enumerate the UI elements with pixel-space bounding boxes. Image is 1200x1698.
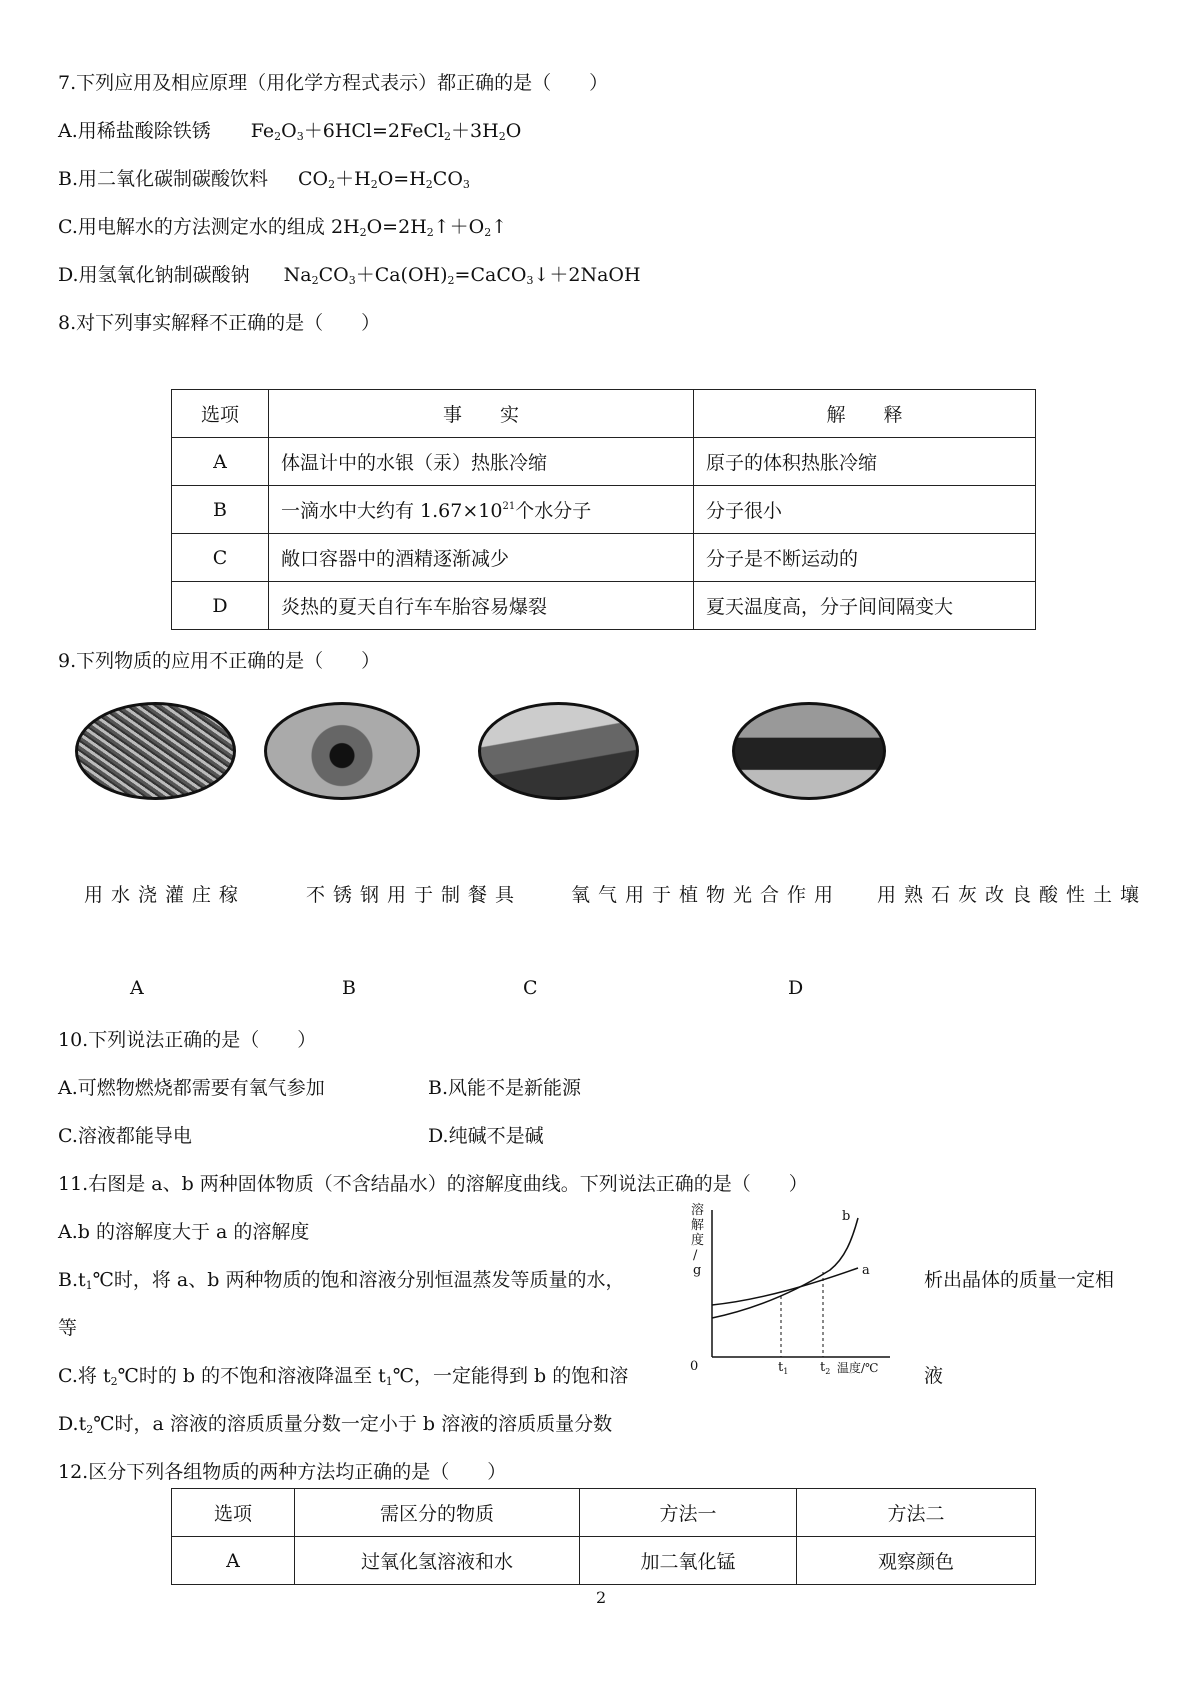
caption-b: 不锈钢用于制餐具 bbox=[306, 884, 523, 906]
q11-option-c: C.将 $t_2℃$时的 b 的不饱和溶液降温至 $t_1℃$，一定能得到 b 的饱和溶 bbox=[58, 1365, 629, 1388]
caption-a: 用水浇灌庄稼 bbox=[84, 884, 247, 906]
q11-option-b: $B.t_1℃$时，将 a、b 两种物质的饱和溶液分别恒温蒸发等质量的水， bbox=[58, 1269, 625, 1292]
curve-a bbox=[712, 1268, 858, 1305]
q10-option-c: C.溶液都能导电 bbox=[58, 1125, 192, 1147]
header-option: 选项 bbox=[172, 1489, 295, 1537]
row-option: A bbox=[172, 438, 269, 486]
irrigation-photo bbox=[75, 702, 236, 800]
q8-table bbox=[171, 389, 1036, 630]
row-fact: 一滴水中大约有 $1.67\times 10^{21}$个水分子 bbox=[269, 486, 694, 534]
row-explanation: 分子很小 bbox=[694, 486, 1036, 534]
q7-option-d: D.用氢氧化钠制碳酸钠 $Na_2CO_3+Ca(OH)_2=CaCO_3↓+2NaOH$ bbox=[58, 264, 641, 287]
solubility-curve-graph bbox=[690, 1200, 900, 1390]
row-option: C bbox=[172, 534, 269, 582]
row-fact: 敞口容器中的酒精逐渐减少 bbox=[269, 534, 694, 582]
table-row bbox=[172, 1537, 1036, 1585]
row-explanation: 夏天温度高，分子间间隔变大 bbox=[694, 582, 1036, 630]
x-axis-label: 温度/℃ bbox=[837, 1361, 879, 1375]
y-label-char: 解 bbox=[691, 1218, 705, 1233]
q7-option-a: A.用稀盐酸除铁锈 $Fe_2O_3+6HCl=2FeCl_2+3H_2O$ bbox=[58, 120, 522, 143]
curve-b-label: b bbox=[842, 1209, 851, 1224]
table-row bbox=[172, 438, 1036, 486]
stainless-steel-tableware-photo bbox=[264, 702, 420, 800]
q11-option-c-right: 液 bbox=[924, 1365, 944, 1387]
plant-photosynthesis-photo bbox=[478, 702, 639, 800]
row-explanation: 原子的体积热胀冷缩 bbox=[694, 438, 1036, 486]
q12-stem: 12.区分下列各组物质的两种方法均正确的是（ ） bbox=[58, 1461, 507, 1483]
q12-table bbox=[171, 1488, 1036, 1585]
origin-label: 0 bbox=[690, 1359, 699, 1374]
q10-stem: 10.下列说法正确的是（ ） bbox=[58, 1029, 317, 1051]
row-explanation: 分子是不断运动的 bbox=[694, 534, 1036, 582]
curve-a-label: a bbox=[862, 1263, 870, 1278]
header-substance: 需区分的物质 bbox=[295, 1489, 580, 1537]
row-option: A bbox=[172, 1537, 295, 1585]
q9-stem: 9.下列物质的应用不正确的是（ ） bbox=[58, 650, 381, 672]
table-row bbox=[172, 534, 1036, 582]
table-row bbox=[172, 582, 1036, 630]
letter-c: C bbox=[523, 977, 538, 999]
row-method-2: 观察颜色 bbox=[797, 1537, 1036, 1585]
caption-c: 氧气用于植物光合作用 bbox=[571, 884, 842, 906]
row-fact: 体温计中的水银（汞）热胀冷缩 bbox=[269, 438, 694, 486]
q11-option-b-continued: 等 bbox=[58, 1317, 78, 1339]
header-fact: 事 实 bbox=[269, 390, 694, 438]
y-label-char: g bbox=[693, 1263, 702, 1278]
q7-option-c: C.用电解水的方法测定水的组成 $2H_2O=2H_2↑+O_2↑$ bbox=[58, 216, 508, 239]
caption-d: 用熟石灰改良酸性土壤 bbox=[877, 884, 1148, 906]
y-label-char: / bbox=[693, 1248, 698, 1263]
header-option: 选项 bbox=[172, 390, 269, 438]
letter-b: B bbox=[342, 977, 356, 999]
q11-option-b-right: 析出晶体的质量一定相 bbox=[924, 1269, 1115, 1291]
slaked-lime-soil-photo bbox=[732, 702, 886, 800]
row-fact: 炎热的夏天自行车车胎容易爆裂 bbox=[269, 582, 694, 630]
q10-option-a: A.可燃物燃烧都需要有氧气参加 bbox=[58, 1077, 325, 1099]
table-header-row bbox=[172, 390, 1036, 438]
y-label-char: 度 bbox=[691, 1233, 705, 1248]
y-label-char: 溶 bbox=[691, 1203, 705, 1218]
page-number: 2 bbox=[596, 1588, 607, 1607]
q7-option-b: B.用二氧化碳制碳酸饮料 $CO_2+H_2O=H_2CO_3$ bbox=[58, 168, 470, 191]
table-header-row bbox=[172, 1489, 1036, 1537]
q11-option-d: $D.t_2℃$时，a 溶液的溶质质量分数一定小于 b 溶液的溶质质量分数 bbox=[58, 1413, 613, 1436]
q10-option-b: B.风能不是新能源 bbox=[428, 1077, 582, 1099]
q11-option-a: A.b 的溶解度大于 a 的溶解度 bbox=[58, 1221, 310, 1243]
t1-label: $t_1$ bbox=[778, 1360, 789, 1376]
row-option: B bbox=[172, 486, 269, 534]
q8-stem: 8.对下列事实解释不正确的是（ ） bbox=[58, 312, 381, 334]
letter-a: A bbox=[130, 977, 144, 999]
header-explanation: 解 释 bbox=[694, 390, 1036, 438]
curve-b bbox=[712, 1218, 858, 1318]
row-option: D bbox=[172, 582, 269, 630]
letter-d: D bbox=[788, 977, 804, 999]
row-substance: 过氧化氢溶液和水 bbox=[295, 1537, 580, 1585]
header-method-2: 方法二 bbox=[797, 1489, 1036, 1537]
q7-stem: 7.下列应用及相应原理（用化学方程式表示）都正确的是（ ） bbox=[58, 72, 609, 94]
table-row bbox=[172, 486, 1036, 534]
row-method-1: 加二氧化锰 bbox=[580, 1537, 797, 1585]
q11-stem: 11.右图是 a、b 两种固体物质（不含结晶水）的溶解度曲线。下列说法正确的是（ ） bbox=[58, 1173, 808, 1195]
t2-label: $t_2$ bbox=[820, 1360, 831, 1376]
q10-option-d: D.纯碱不是碱 bbox=[428, 1125, 544, 1147]
header-method-1: 方法一 bbox=[580, 1489, 797, 1537]
